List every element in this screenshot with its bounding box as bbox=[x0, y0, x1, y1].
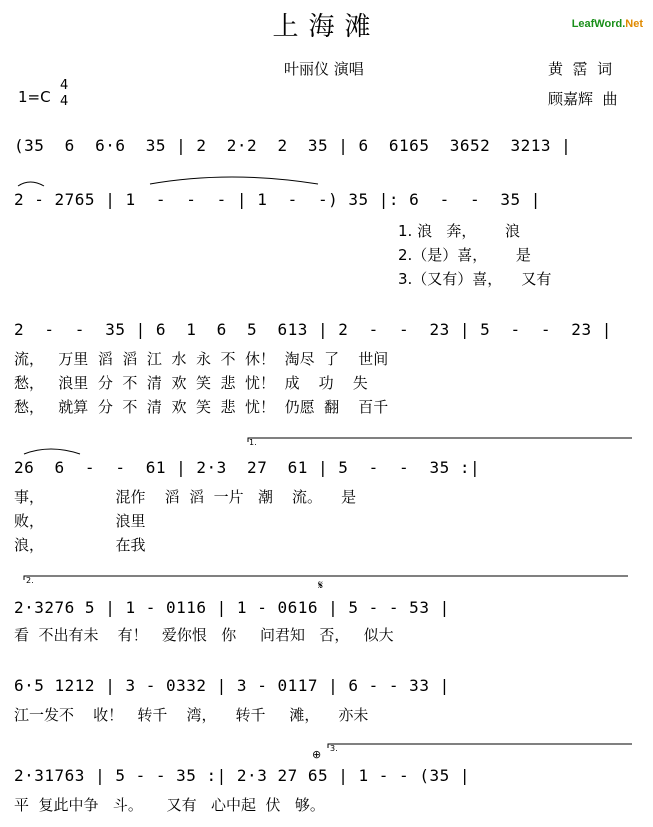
slur-row2-a bbox=[18, 182, 44, 186]
score-line-2: 2 - 2765 | 1 - - - | 1 - -) 35 |: 6 - - 35 | bbox=[14, 190, 541, 209]
slur-row2-b bbox=[150, 177, 318, 184]
score-line-1: (35 6 6·6 35 | 2 2·2 2 35 | 6 6165 3652 3213 | bbox=[14, 136, 572, 155]
lyric-line-3-1: 流， 万里 滔 滔 江 水 永 不 休！ 淘尽 了 世间 bbox=[14, 350, 389, 368]
score-line-7: 2·31763 | 5 - - 35 :| 2·3 27 65 | 1 - - (35 | bbox=[14, 766, 470, 785]
watermark-part2: Net bbox=[625, 18, 643, 30]
time-signature-top: 4 bbox=[60, 78, 69, 93]
lyric-line-6-1: 江一发不 收！ 转千 湾， 转千 滩， 亦未 bbox=[14, 706, 369, 724]
volta-bracket-1 bbox=[248, 438, 632, 442]
volta-bracket-2 bbox=[24, 576, 628, 580]
lyric-line-3-3: 愁， 就算 分 不 清 欢 笑 悲 忧！ 仍愿 翻 百千 bbox=[14, 398, 389, 416]
slur-row4 bbox=[24, 449, 80, 454]
score-line-6: 6·5 1212 | 3 - 0332 | 3 - 0117 | 6 - - 33 | bbox=[14, 676, 450, 695]
lyric-line-4-2: 败， 浪里 bbox=[14, 512, 146, 530]
performer: 叶丽仪 演唱 bbox=[284, 60, 364, 78]
coda-mark: ⊕ bbox=[312, 748, 322, 761]
lyric-line-5-1: 看 不出有未 有！ 爱你恨 你 问君知 否， 似大 bbox=[14, 626, 394, 644]
key-signature: 1=C bbox=[18, 88, 51, 106]
lyricist: 黄 霑 词 bbox=[548, 60, 613, 78]
lyric-line-4-3: 浪， 在我 bbox=[14, 536, 146, 554]
lyric-line-7-1: 平 复此中争 斗。 又有 心中起 伏 够。 bbox=[14, 796, 325, 814]
lyric-line-2-3: 3.（又有）喜， 又有 bbox=[398, 270, 552, 288]
volta-3: 3. bbox=[330, 744, 338, 753]
watermark-part1: LeafWord. bbox=[571, 18, 626, 30]
lyric-line-3-2: 愁， 浪里 分 不 清 欢 笑 悲 忧！ 成 功 失 bbox=[14, 374, 368, 392]
volta-2: 2. bbox=[26, 576, 34, 585]
score-line-3: 2 - - 35 | 6 1 6 5 613 | 2 - - 23 | 5 - - 23 | bbox=[14, 320, 612, 339]
lyric-line-4-1: 事， 混作 滔 滔 一片 潮 流。 是 bbox=[14, 488, 357, 506]
score-line-4: 26 6 - - 61 | 2·3 27 61 | 5 - - 35 :| bbox=[14, 458, 481, 477]
composer: 顾嘉辉 曲 bbox=[548, 90, 618, 108]
volta-1: 1. bbox=[249, 438, 257, 447]
lyric-line-2-1: 1. 浪 奔， 浪 bbox=[398, 222, 520, 240]
volta-bracket-3 bbox=[328, 744, 632, 748]
time-signature-bottom: 4 bbox=[60, 94, 69, 109]
lyric-line-2-2: 2.（是）喜， 是 bbox=[398, 246, 531, 264]
segno-mark: 𝄋 bbox=[318, 578, 324, 592]
score-line-5: 2·3276 5 | 1 - 0116 | 1 - 0616 | 5 - - 53 | bbox=[14, 598, 450, 617]
song-title: 上海滩 bbox=[272, 12, 381, 42]
